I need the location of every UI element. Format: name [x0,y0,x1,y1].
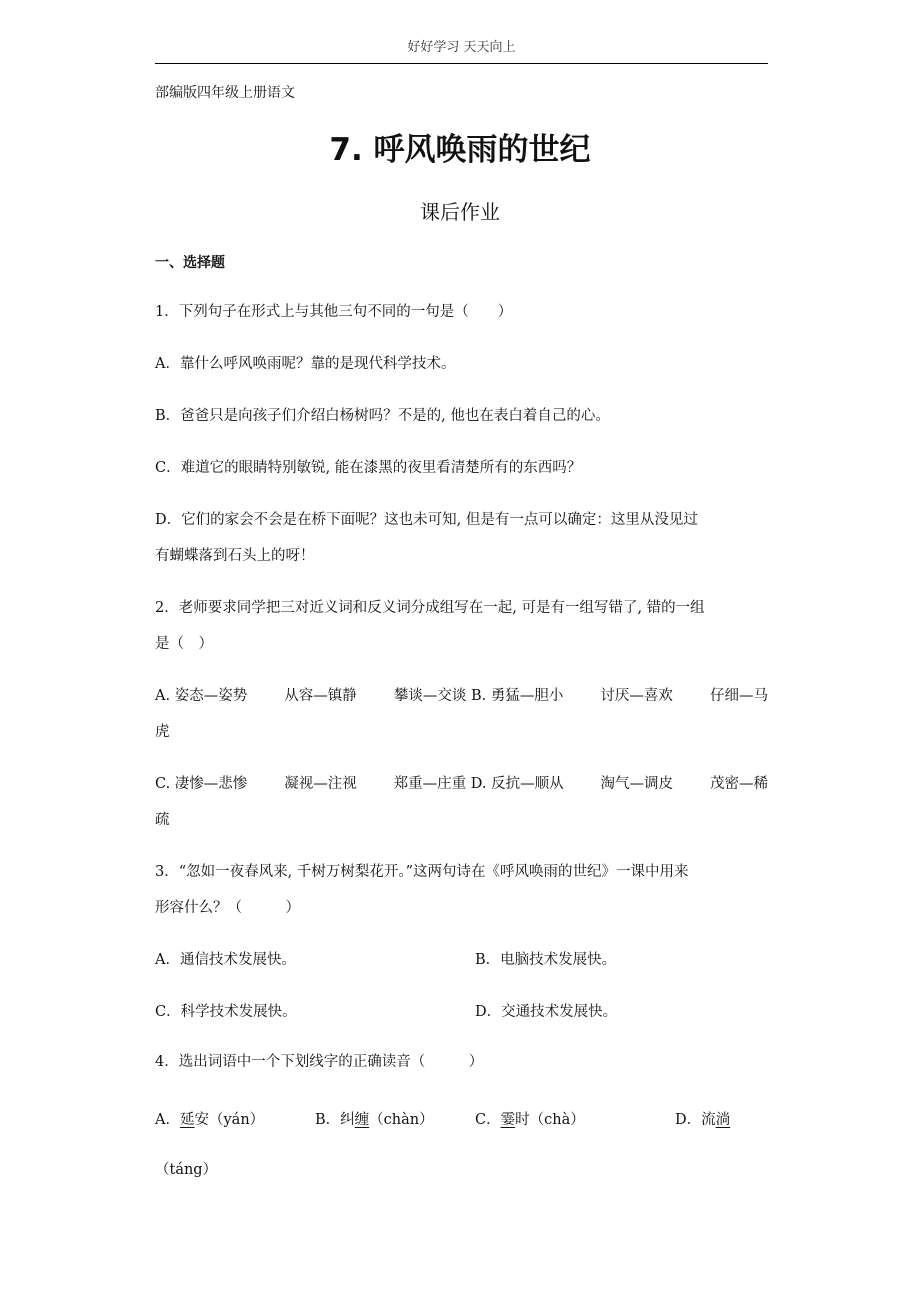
subject-line: 部编版四年级上册语文 [155,85,295,101]
question-4-stem: 4．选出词语中一个下划线字的正确读音（ ） [155,1054,484,1070]
question-2-stem-continued: 是（ ） [155,636,213,652]
section-heading: 一、选择题 [155,255,225,271]
page-header: 好好学习 天天向上 [155,36,768,64]
option-part: 讨厌—喜欢 [600,688,673,704]
option-part: 郑重—庄重 D. 反抗—顺从 [393,776,564,792]
question-4-option-d: D．流淌 [675,1112,731,1128]
question-2-stem: 2．老师要求同学把三对近义词和反义词分成组写在一起, 可是有一组写错了, 错的一组 [155,600,705,616]
option-part: C. 凄惨—悲惨 [155,776,248,792]
option-part: 攀谈—交谈 B. 勇猛—胆小 [393,688,564,704]
question-4-option-d-wrap: （táng） [155,1162,218,1178]
page-title: 7. 呼风唤雨的世纪 [329,132,591,168]
question-3-option-b: B．电脑技术发展快。 [475,952,617,968]
question-3-option-d: D．交通技术发展快。 [475,1004,618,1020]
question-3-stem: 3．“忽如一夜春风来, 千树万树梨花开。”这两句诗在《呼风唤雨的世纪》一课中用来 [155,864,689,880]
question-2-options-cd-wrap: 疏 [155,812,170,828]
option-part: 凝视—注视 [284,776,357,792]
question-1-stem: 1．下列句子在形式上与其他三句不同的一句是（ ） [155,304,513,320]
option-part: 从容—镇静 [284,688,357,704]
question-4-option-b: B．纠缠（chàn） [315,1112,434,1128]
underlined-char: 霎 [500,1112,516,1128]
question-1-option-b: B．爸爸只是向孩子们介绍白杨树吗？不是的, 他也在表白着自己的心。 [155,408,610,424]
question-2-options-ab [155,684,768,705]
underlined-char: 延 [179,1112,195,1128]
question-1-option-a: A．靠什么呼风唤雨呢？靠的是现代科学技术。 [155,356,456,372]
question-1-option-d: D．它们的家会不会是在桥下面呢？这也未可知, 但是有一点可以确定：这里从没见过 [155,512,698,528]
option-part: 淘气—调皮 [600,776,674,792]
question-3-stem-continued: 形容什么？（ ） [155,900,300,916]
underlined-char: 淌 [715,1112,731,1128]
question-2-options-ab-wrap: 虎 [155,724,170,740]
underlined-char: 缠 [354,1112,370,1128]
question-1-option-c: C．难道它的眼睛特别敏锐, 能在漆黑的夜里看清楚所有的东西吗？ [155,460,582,476]
question-3-option-c: C．科学技术发展快。 [155,1004,297,1020]
page-subtitle: 课后作业 [420,200,500,224]
question-3-option-a: A．通信技术发展快。 [155,952,296,968]
option-part: 茂密—稀 [709,776,768,792]
question-4-option-a: A．延安（yán） [155,1112,265,1128]
option-part: 仔细—马 [710,688,768,704]
question-1-option-d-continued: 有蝴蝶落到石头上的呀！ [155,548,315,564]
question-4-option-c: C．霎时（chà） [475,1112,585,1128]
question-2-options-cd [155,772,768,793]
option-part: A. 姿态—姿势 [155,688,248,704]
